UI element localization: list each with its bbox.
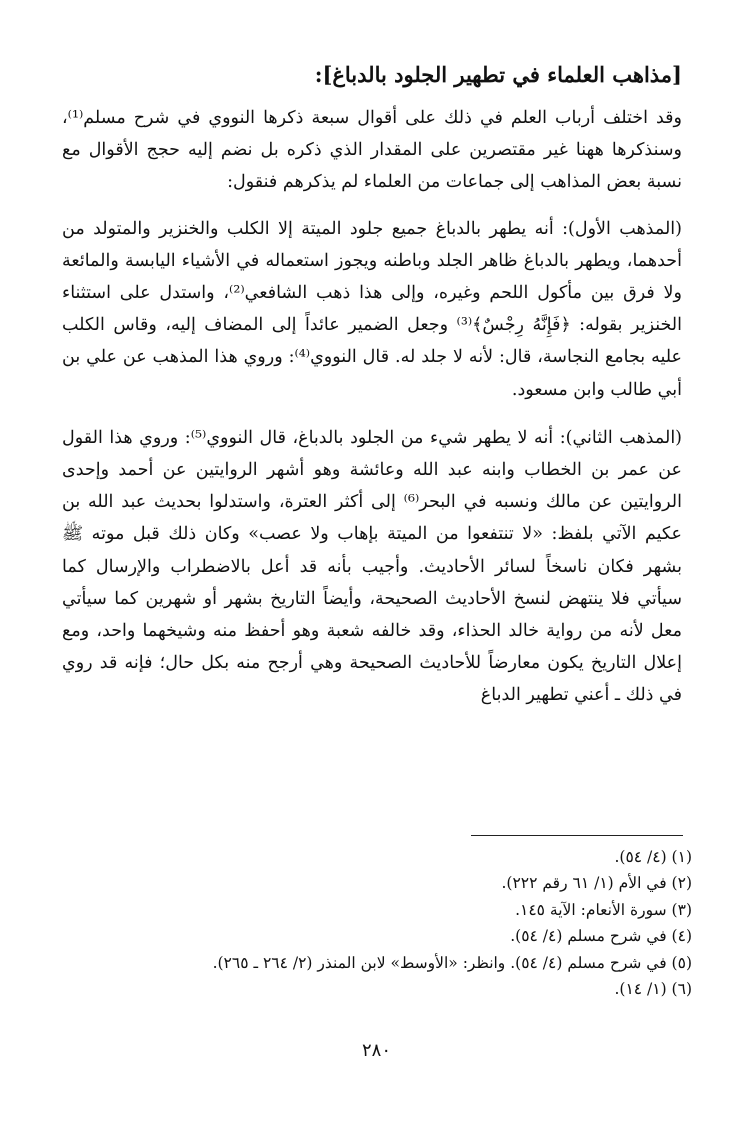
page-number: ٢٨٠	[361, 1040, 391, 1061]
footnote-5: (٥) في شرح مسلم (٤/ ٥٤). وانظر: «الأوسط» لابن المنذر (٢/ ٢٦٤ ـ ٢٦٥).	[212, 953, 692, 972]
intro-text: وقد اختلف أرباب العلم في ذلك على أقوال سبعة ذكرها النووي في شرح مسلم⁽¹⁾، وسنذكرها ههنا غير مقتصرين على المقدار الذي ذكره بل نضم إليه حجج الأقوال مع نسبة بعض المذاهب إلى جماعات من العلماء لم يذكرهم فنقول:	[62, 108, 682, 193]
madhhab-2-text: (المذهب الثاني): أنه لا يطهر شيء من الجلود بالدباغ، قال النووي⁽⁵⁾: وروي هذا القول عن عمر بن الخطاب وابنه عبد الله وعائشة وهو أشهر الروايتين عن أحمد وإحدى الروايتين عن مالك ونسبه في البحر⁽⁶⁾ إلى أكثر العترة، واستدلوا بحديث عبد الله بن عكيم الآتي بلفظ: «لا تنتفعوا من الميتة بإهاب ولا عصب» وكان ذلك قبل موته ﷺ بشهر فكان ناسخاً لسائر الأحاديث. وأجيب بأنه قد أعل بالاضطراب والإرسال كما سيأتي فلا ينتهض لنسخ الأحاديث الصحيحة، وأيضاً التاريخ بشهر أو شهرين كما سيأتي معل لأنه من رواية خالد الحذاء، وقد خالفه شعبة وهو أحفظ منه وشيخهما واحد، ومع إعلال التاريخ يكون معارضاً للأحاديث الصحيحة وهي أرجح منه بكل حال؛ فإنه قد روي في ذلك ـ أعني تطهير الدباغ	[62, 427, 683, 706]
footnote-4: (٤) في شرح مسلم (٤/ ٥٤).	[510, 927, 692, 946]
footnotes	[72, 844, 692, 1002]
footnote-3: (٣) سورة الأنعام: الآية ١٤٥.	[515, 900, 692, 919]
footnote-6: (٦) (١/ ١٤).	[614, 980, 692, 999]
footnote-1: (١) (٤/ ٥٤).	[614, 848, 692, 866]
madhhab-2-paragraph	[62, 422, 682, 712]
section-heading: [مذاهب العلماء في تطهير الجلود بالدباغ]:	[314, 62, 682, 87]
madhhab-1-paragraph	[62, 213, 682, 406]
page-body	[62, 58, 682, 712]
madhhab-1-text: (المذهب الأول): أنه يطهر بالدباغ جميع جلود الميتة إلا الكلب والخنزير والمتولد من أحدهما، ويطهر بالدباغ ظاهر الجلد وباطنه ويجوز استعماله في الأشياء اليابسة والمائعة ولا فرق بين مأكول اللحم وغيره، وإلى هذا ذهب الشافعي⁽²⁾، واستدل على استثناء الخنزير بقوله: ﴿فَإِنَّهُ رِجْسٌ﴾⁽³⁾ وجعل الضمير عائداً إلى المضاف إليه، وقاس الكلب عليه بجامع النجاسة، قال: لأنه لا جلد له. قال النووي⁽⁴⁾: وروي هذا المذهب عن علي بن أبي طالب وابن مسعود.	[62, 218, 682, 400]
footnote-2: (٢) في الأم (١/ ٦١ رقم ٢٢٢).	[501, 874, 692, 893]
intro-paragraph	[62, 102, 682, 199]
footnote-divider	[471, 835, 683, 836]
